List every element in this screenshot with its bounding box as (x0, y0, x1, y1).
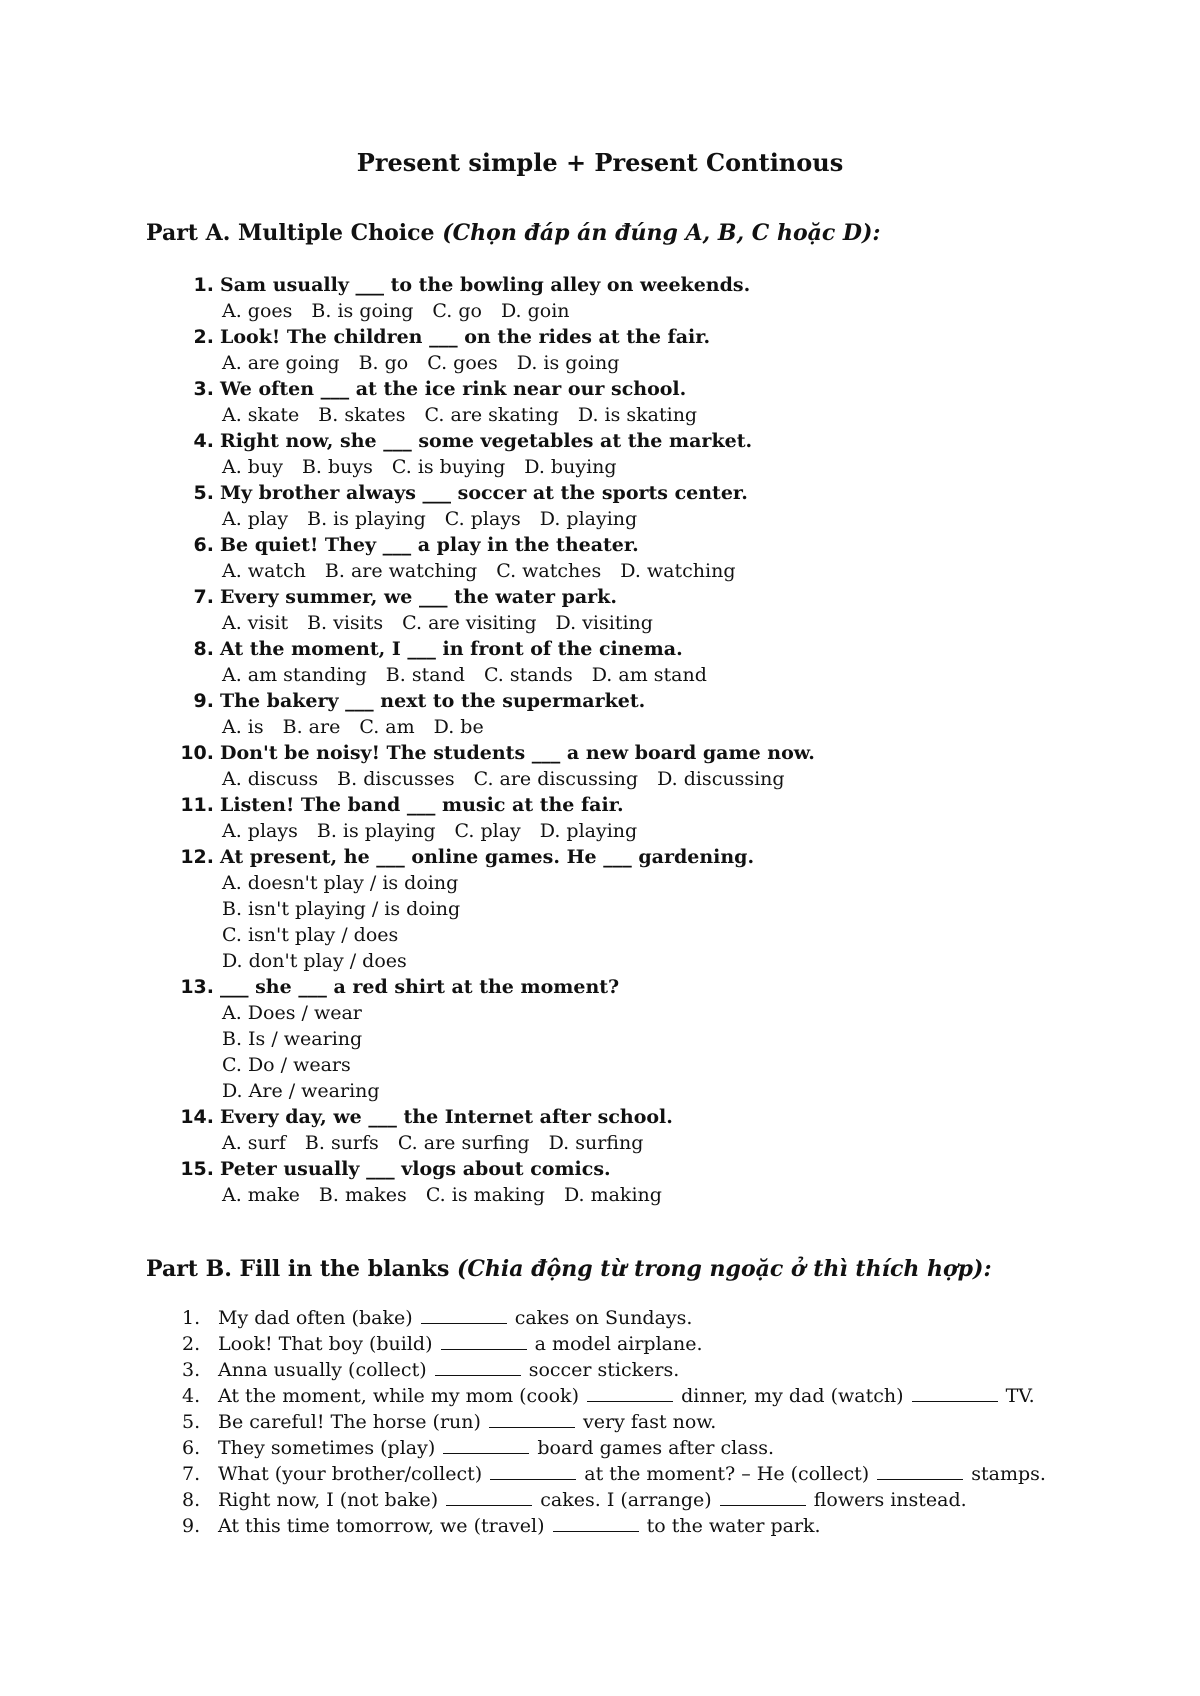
question-text: We often ___ at the ice rink near our school. (220, 378, 687, 400)
question-number: 5. (193, 482, 214, 504)
question-text: Every day, we ___ the Internet after school. (220, 1106, 673, 1128)
sentence-text: stamps. (965, 1463, 1046, 1485)
answer-option[interactable]: B. surfs (304, 1132, 379, 1154)
answer-option[interactable]: C. are surfing (397, 1132, 530, 1154)
answer-option[interactable]: B. stand (385, 664, 465, 686)
item-number: 1. (182, 1307, 201, 1329)
question-text: Look! The children ___ on the rides at the fair. (220, 326, 711, 348)
answer-options (176, 610, 1136, 636)
answer-option[interactable]: C. Do / wears (222, 1054, 351, 1076)
answer-option[interactable]: A. buy (222, 456, 283, 478)
answer-options (176, 714, 1136, 740)
question-text: Don't be noisy! The students ___ a new board game now. (220, 742, 815, 764)
question-text: Every summer, we ___ the water park. (220, 586, 617, 608)
sentence-text: flowers instead. (807, 1489, 967, 1511)
fill-item (176, 1513, 1156, 1539)
question-line (176, 844, 1136, 870)
answer-options (176, 1130, 1136, 1156)
sentence-text: At the moment, while my mom (cook) (218, 1385, 586, 1407)
answer-options (176, 818, 1136, 844)
question-item (176, 688, 1136, 740)
answer-blank[interactable] (441, 1331, 527, 1350)
part-a-heading-label: Part A. Multiple Choice (146, 220, 435, 246)
answer-option[interactable]: A. make (222, 1184, 300, 1206)
question-item (176, 480, 1136, 532)
part-b-heading (146, 1254, 992, 1284)
question-number: 2. (193, 326, 214, 348)
question-item (176, 974, 1136, 1104)
answer-option[interactable]: B. is playing (307, 508, 426, 530)
item-number: 7. (182, 1463, 201, 1485)
answer-option[interactable]: A. visit (222, 612, 289, 634)
answer-blank[interactable] (877, 1461, 963, 1480)
answer-option[interactable]: A. goes (222, 300, 293, 322)
question-number: 15. (180, 1158, 214, 1180)
answer-option[interactable]: D. watching (620, 560, 736, 582)
answer-option[interactable]: D. discussing (657, 768, 785, 790)
answer-option[interactable]: C. am (359, 716, 415, 738)
answer-option[interactable]: D. am stand (591, 664, 707, 686)
answer-options (176, 506, 1136, 532)
answer-option[interactable]: D. visiting (555, 612, 653, 634)
answer-blank[interactable] (912, 1383, 998, 1402)
answer-options (176, 402, 1136, 428)
answer-option[interactable]: A. discuss (222, 768, 319, 790)
answer-option[interactable]: B. skates (318, 404, 406, 426)
multiple-choice-list (176, 272, 1136, 1208)
question-text: At the moment, I ___ in front of the cinema. (220, 638, 683, 660)
question-line (176, 740, 1136, 766)
answer-option[interactable]: C. play (454, 820, 521, 842)
sentence-text: Right now, I (not bake) (218, 1489, 445, 1511)
question-line (176, 584, 1136, 610)
sentence-text: soccer stickers. (522, 1359, 680, 1381)
item-number: 6. (182, 1437, 201, 1459)
item-number: 8. (182, 1489, 201, 1511)
answer-option[interactable]: D. making (563, 1184, 662, 1206)
answer-option[interactable]: C. isn't play / does (222, 924, 399, 946)
answer-option[interactable]: B. go (358, 352, 409, 374)
question-number: 8. (193, 638, 214, 660)
answer-options (176, 1182, 1136, 1208)
answer-option[interactable]: B. is playing (316, 820, 436, 842)
sentence-text: Be careful! The horse (run) (218, 1411, 487, 1433)
question-item (176, 428, 1136, 480)
answer-option[interactable]: D. don't play / does (222, 950, 407, 972)
answer-option[interactable]: D. is skating (577, 404, 698, 426)
answer-option[interactable]: A. watch (222, 560, 306, 582)
sentence-text: My dad often (bake) (218, 1307, 419, 1329)
question-text: ___ she ___ a red shirt at the moment? (220, 976, 620, 998)
question-number: 9. (193, 690, 214, 712)
sentence-text: TV. (999, 1385, 1035, 1407)
question-item (176, 532, 1136, 584)
answer-options (176, 766, 1136, 792)
answer-option[interactable]: C. is making (425, 1184, 545, 1206)
answer-option[interactable]: A. is (222, 716, 264, 738)
sentence-text: What (your brother/collect) (218, 1463, 489, 1485)
question-line (176, 1104, 1136, 1130)
answer-option[interactable]: C. plays (444, 508, 521, 530)
item-number: 9. (182, 1515, 201, 1537)
question-line (176, 480, 1136, 506)
answer-option[interactable]: D. Are / wearing (222, 1080, 380, 1102)
fill-item (176, 1409, 1156, 1435)
question-line (176, 376, 1136, 402)
question-item (176, 272, 1136, 324)
question-line (176, 532, 1136, 558)
answer-option[interactable]: A. doesn't play / is doing (222, 872, 459, 894)
sentence-text: at the moment? – He (collect) (578, 1463, 876, 1485)
answer-options (176, 350, 1136, 376)
item-number: 2. (182, 1333, 201, 1355)
question-number: 11. (180, 794, 214, 816)
answer-option[interactable]: A. Does / wear (222, 1002, 362, 1024)
item-number: 3. (182, 1359, 201, 1381)
question-text: My brother always ___ soccer at the sports center. (220, 482, 748, 504)
question-text: At present, he ___ online games. He ___ gardening. (220, 846, 755, 868)
question-line (176, 272, 1136, 298)
question-item (176, 792, 1136, 844)
part-b-heading-label: Part B. Fill in the blanks (146, 1256, 450, 1282)
question-line (176, 428, 1136, 454)
answer-option[interactable]: B. are (282, 716, 341, 738)
sentence-text: cakes on Sundays. (508, 1307, 693, 1329)
question-text: Right now, she ___ some vegetables at the market. (220, 430, 753, 452)
answer-option[interactable]: D. be (433, 716, 484, 738)
question-text: Listen! The band ___ music at the fair. (220, 794, 624, 816)
answer-options (176, 298, 1136, 324)
answer-option[interactable]: C. is buying (391, 456, 506, 478)
answer-options (176, 558, 1136, 584)
question-item (176, 1104, 1136, 1156)
part-a-instruction: (Chọn đáp án đúng A, B, C hoặc D): (442, 220, 881, 246)
answer-option[interactable]: B. buys (301, 456, 373, 478)
question-line (176, 688, 1136, 714)
question-text: The bakery ___ next to the supermarket. (220, 690, 646, 712)
page-title: Present simple + Present Continous (356, 148, 844, 177)
answer-blank[interactable] (490, 1461, 576, 1480)
answer-option[interactable]: A. skate (222, 404, 300, 426)
question-line (176, 792, 1136, 818)
answer-option[interactable]: D. playing (539, 508, 638, 530)
question-number: 6. (193, 534, 214, 556)
question-line (176, 974, 1136, 1000)
fill-item (176, 1331, 1156, 1357)
fill-item (176, 1461, 1156, 1487)
question-number: 7. (193, 586, 214, 608)
part-b-instruction: (Chia động từ trong ngoặc ở thì thích hợp): (457, 1256, 992, 1282)
question-text: Peter usually ___ vlogs about comics. (220, 1158, 611, 1180)
answer-option[interactable]: C. are skating (424, 404, 559, 426)
question-item (176, 844, 1136, 974)
fill-in-blanks-list (176, 1305, 1156, 1539)
answer-option[interactable]: B. visits (307, 612, 384, 634)
answer-option[interactable]: D. surfing (548, 1132, 644, 1154)
answer-blank[interactable] (587, 1383, 673, 1402)
answer-blank[interactable] (720, 1487, 806, 1506)
answer-option[interactable]: A. plays (222, 820, 298, 842)
fill-item (176, 1487, 1156, 1513)
sentence-text: board games after class. (531, 1437, 775, 1459)
question-number: 1. (193, 274, 214, 296)
answer-option[interactable]: A. am standing (222, 664, 367, 686)
answer-option[interactable]: B. isn't playing / is doing (222, 898, 461, 920)
question-item (176, 376, 1136, 428)
answer-option[interactable]: C. are discussing (473, 768, 639, 790)
question-text: Be quiet! They ___ a play in the theater. (220, 534, 639, 556)
answer-option[interactable]: B. makes (318, 1184, 407, 1206)
answer-option[interactable]: D. playing (539, 820, 638, 842)
answer-option[interactable]: C. are visiting (402, 612, 537, 634)
answer-blank[interactable] (443, 1435, 529, 1454)
fill-item (176, 1357, 1156, 1383)
answer-option[interactable]: B. is going (311, 300, 414, 322)
answer-blank[interactable] (421, 1305, 507, 1324)
answer-option[interactable]: C. goes (427, 352, 498, 374)
question-line (176, 324, 1136, 350)
question-line (176, 1156, 1136, 1182)
answer-blank[interactable] (446, 1487, 532, 1506)
part-a-heading (146, 218, 881, 248)
answer-option[interactable]: A. play (222, 508, 289, 530)
question-item (176, 740, 1136, 792)
fill-item (176, 1383, 1156, 1409)
sentence-text: a model airplane. (528, 1333, 703, 1355)
question-number: 12. (180, 846, 214, 868)
answer-option[interactable]: D. buying (524, 456, 617, 478)
question-number: 13. (180, 976, 214, 998)
question-item (176, 584, 1136, 636)
sentence-text: to the water park. (640, 1515, 821, 1537)
answer-option[interactable]: D. is going (516, 352, 620, 374)
answer-option[interactable]: A. are going (222, 352, 340, 374)
answer-options (176, 454, 1136, 480)
sentence-text: They sometimes (play) (218, 1437, 442, 1459)
sentence-text: very fast now. (576, 1411, 717, 1433)
question-item (176, 1156, 1136, 1208)
fill-item (176, 1435, 1156, 1461)
question-number: 10. (180, 742, 214, 764)
question-number: 3. (193, 378, 214, 400)
answer-blank[interactable] (435, 1357, 521, 1376)
answer-option[interactable]: A. surf (222, 1132, 286, 1154)
question-number: 4. (193, 430, 214, 452)
item-number: 4. (182, 1385, 201, 1407)
answer-option[interactable]: B. Is / wearing (222, 1028, 363, 1050)
sentence-text: At this time tomorrow, we (travel) (218, 1515, 551, 1537)
answer-options (176, 662, 1136, 688)
sentence-text: cakes. I (arrange) (534, 1489, 718, 1511)
sentence-text: Look! That boy (build) (218, 1333, 439, 1355)
answer-option[interactable]: C. stands (483, 664, 573, 686)
answer-option[interactable]: D. goin (500, 300, 570, 322)
question-text: Sam usually ___ to the bowling alley on weekends. (220, 274, 751, 296)
item-number: 5. (182, 1411, 201, 1433)
fill-item (176, 1305, 1156, 1331)
sentence-text: dinner, my dad (watch) (675, 1385, 910, 1407)
question-line (176, 636, 1136, 662)
question-number: 14. (180, 1106, 214, 1128)
answer-option[interactable]: B. are watching (324, 560, 478, 582)
answer-blank[interactable] (489, 1409, 575, 1428)
question-item (176, 324, 1136, 376)
question-item (176, 636, 1136, 688)
answer-option[interactable]: C. go (432, 300, 482, 322)
answer-option[interactable]: B. discusses (337, 768, 455, 790)
answer-option[interactable]: C. watches (496, 560, 602, 582)
answer-blank[interactable] (553, 1513, 639, 1532)
sentence-text: Anna usually (collect) (218, 1359, 433, 1381)
